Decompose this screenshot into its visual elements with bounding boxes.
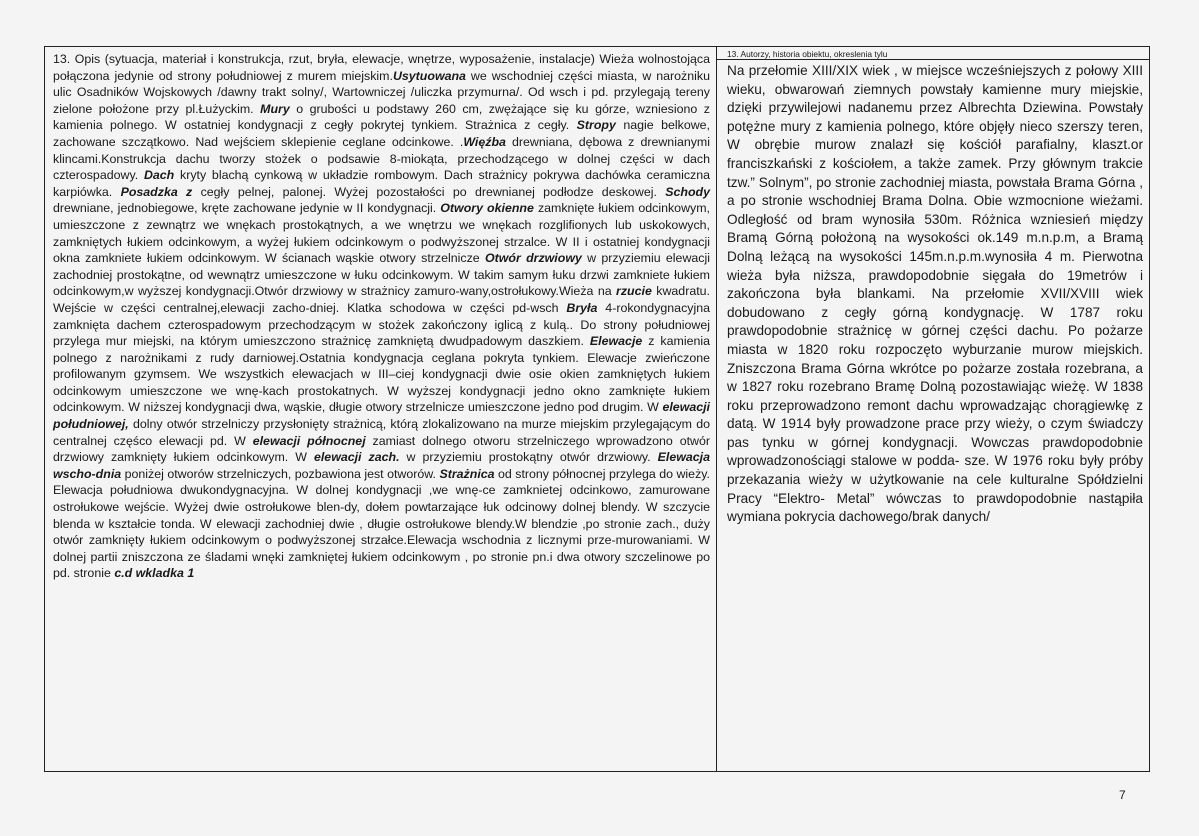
keyword-term: Dach bbox=[143, 168, 175, 183]
keyword-term: Więźba bbox=[463, 134, 506, 149]
description-segment: w przyziemiu elewacji zachodniej prostokątne, od wewnątrz umieszczone w łuku odcinkowym. W takim samym łuku drzwi zamkniete łukiem odcinkowym,w wyższej kondygnacji.Otwór drzwiowy w strażnicy zamuro-wany,ostrołukowy.Wieża na bbox=[53, 251, 710, 299]
keyword-term: elewacji północnej bbox=[252, 433, 366, 448]
keyword-term: Mury bbox=[260, 101, 290, 116]
description-segment: kryty blachą cynkową w układzie rombowym. Dach strażnicy pokrywa dachówka ceramiczna karpiówka. bbox=[53, 168, 711, 199]
description-segment: drewniane, jednobiegowe, kręte zachowane jedynie w II kondygnacji. bbox=[53, 201, 441, 216]
keyword-term: Bryła bbox=[566, 300, 598, 315]
keyword-term: Usytuowana bbox=[392, 68, 466, 83]
history-heading: 13. Autorzy, historia obiektu, okreslenia tylu bbox=[717, 47, 1149, 60]
description-segment: cegły pelnej, palonej. Wyżej pozostałości po drewnianej podłodze deskowej. bbox=[192, 184, 666, 199]
keyword-term: Strażnica bbox=[439, 466, 495, 481]
history-text: Na przełomie XIII/XIX wiek , w miejsce wcześniejszych z połowy XIII wieku, obwarowań ziemnych powstały kamienne mury miejskie, dzięki przywilejowi nadanemu przez Albrechta Dziewina. Powstały potężne mury z kamienia polnego, które objęły nieco szerszy teren, W obrębie murow znalazł się kościół parafialny, klaszt.or franciszkański z kościołem, a także zamek. Przy głównym trakcie tzw.” Solnym”, po stronie zachodniej miasta, powstała Brama Górna , a po stronie wschodniej Brama Dolna. Obie wzmocnione wieżami. Odległość od bram wynosiła 530m. Różnica wzniesień między Bramą Górną położoną na wysokości ok.149 m.n.p.m, a Bramą Dolną leżącą na wysokości 145m.n.p.m.wynosiła 4 m. Pierwotna wieża była niższa, prawdopodobnie sięgała do 19metrów i zakończona była blankami. Na przełomie XVII/XVIII wiek dobudowano z cegły górną kondygnację. W 1787 roku prawdopodobnie strażnicę w górnej części dachu. Po pożarze miasta w 1820 roku rozpoczęto wyburzanie murow miejskich. Zniszczona Brama Górna wkrótce po pożarze została rozebrana, a w 1827 roku rozebrano Bramę Dolną pozostawiając wieżę. W 1838 roku przeprowadzono remont dachu wprowadzając chorągiewkę z datą. W 1914 były prowadzone prace przy wieży, o czym świadczy pas tynku w górnej kondygnacji. Wowczas prawdopodobnie wprowadzonościągi stalowe w podda- sze. W 1976 roku były próby przekazania wieży w użytkowanie na cele kulturalne Spółdzielni Pracy “Elektro- Metal” wówczas to prawdopodobnie nastąpiła wymiana pokrycia dachowego/brak danych/ bbox=[727, 63, 1143, 525]
keyword-term: Posadzka z bbox=[120, 184, 193, 199]
description-segment: z kamienia polnego z narożnikami z rudy darniowej.Ostatnia kondygnacja ceglana pokryta tynkiem. Elewacje zwieńczone profilowanym gzymsem. We wszystkich elewacjach w III–ciej kondygnacji dwie osie okien zamkniętych łukiem odcinkowym umieszczone we wnę-kach prostokatnych. W wyższej kondygnacji jedno okno zamknięte łukiem odcinkowym. W niższej kondygnacji dwa, wąskie, długie otwory strzelnicze umieszczone jedno pod drugim. W bbox=[53, 334, 711, 415]
keyword-term: Schody bbox=[665, 184, 710, 199]
keyword-term: rzucie bbox=[616, 284, 652, 299]
description-segment: we wschodniej części miasta, w narożniku ulic Osadników Wojskowych /dawny trakt solny/, Wartowniczej /uliczka przymurna/. Od wsch i pd. przylegają tereny zielone położone przy pl.Łużyckim. bbox=[53, 68, 710, 116]
keyword-term: Elewacja wscho-dnia bbox=[53, 450, 710, 481]
description-segment: kwadratu. Wejście w części centralnej,elewacji zacho-dniej. Klatka schodowa w części pd-wsch bbox=[53, 284, 710, 315]
form-frame bbox=[44, 46, 1150, 772]
keyword-term: Stropy bbox=[576, 118, 616, 133]
description-segment: 4-rokondygnacyjna zamknięta dachem czterospadowym przechodzącym w stożek zakończony iglicą z kulą.. Do strony południowej przylega mur miejski, na którym umieszczono strażnicę zamkniętą dwudpadowym daszkiem. bbox=[53, 300, 710, 349]
description-segment: poniżej otworów strzelniczych, pozbawiona jest otworów. bbox=[121, 466, 440, 481]
keyword-term: elewacji zach. bbox=[313, 450, 400, 465]
description-segment: w przyziemiu prostokątny otwór drzwiowy. bbox=[399, 450, 658, 465]
keyword-term: Otwory okienne bbox=[440, 201, 534, 216]
description-segment: o grubości u podstawy 260 cm, zwężające się ku górze, wzniesiono z kamienia polnego. W ostatniej kondygnacji z cegły pokrytej tynkiem. Strażnica z cegły. bbox=[53, 101, 710, 133]
page-number: 7 bbox=[1119, 788, 1126, 802]
keyword-term: Otwór drzwiowy bbox=[484, 251, 582, 266]
description-column bbox=[45, 47, 717, 771]
description-text bbox=[53, 51, 710, 582]
keyword-term: Elewacje bbox=[589, 334, 643, 349]
description-segment: zamknięte łukiem odcinkowym, umieszczone z zewnątrz we wnękach prostokątnych, a we wnętrzu we wnękach rozglifionych lub uskokowych, zamkniętych łukiem odcinkowym, a wyżej łukiem odcinkowym o podwyższonej strzalce. W II i ostatniej kondygnacji okna zamkniete łukiem odcinkowym. W ścianach wąskie otwory strzelnicze bbox=[53, 201, 710, 266]
description-segment: 13. Opis (sytuacja, materiał i konstrukcja, rzut, bryła, elewacje, wnętrze, wyposażenie, instalacje) Wieża wolnostojąca połączona jedynie od strony południowej z murem miejskim. bbox=[53, 52, 710, 83]
keyword-term: c.d wkladka 1 bbox=[114, 566, 195, 581]
description-segment: od strony północnej przylega do wieży. Elewacja południowa dwukondygnacyjna. W dolnej kondygnacji ,we wnę-ce zamknietej odcinkowo, zamurowane ostrołukowe wejście. Wyżej dwie ostrołukowe blen-dy, dołem powtarzające łuk odcinowy dolnej blendy. W szczycie blenda w kształcie tonda. W elewacji zachodniej dwie , długie ostrołukowe blendy.W blendzie ,po stronie zach., duży otwór zamknięty łukiem odcinkowym o podwyższonej strzałce.Elewacja wschodnia z licznymi prze-murowaniami. W dolnej partii zniszczona ze śladami wnęki zamkniętej łukiem odcinkowym , po stronie pn.i dwa otwory szczelinowe po pd. stronie bbox=[53, 466, 710, 581]
description-segment: drewniana, dębowa z drewnianymi klincami.Konstrukcja dachu tworzy stożek o podsawie 8-miokąta, przechodzącego w dolnej części w dach czterospadowy. bbox=[53, 134, 710, 183]
history-column bbox=[717, 47, 1149, 771]
description-segment: nagie belkowe, zachowane szczątkowo. Nad wejściem sklepienie ceglane odcinkowe. . bbox=[53, 118, 710, 149]
keyword-term: elewacji południowej, bbox=[53, 400, 710, 432]
description-segment: zamiast dolnego otworu strzelniczego wprowadzono otwór drzwiowy zamknięty łukiem odcinkowym. W bbox=[53, 433, 711, 465]
description-segment: dolny otwór strzelniczy przysłonięty strażnicą, którą zlokalizowano na murze miejskim przylegającym do centralnej częśco elewacji pd. W bbox=[53, 417, 710, 448]
